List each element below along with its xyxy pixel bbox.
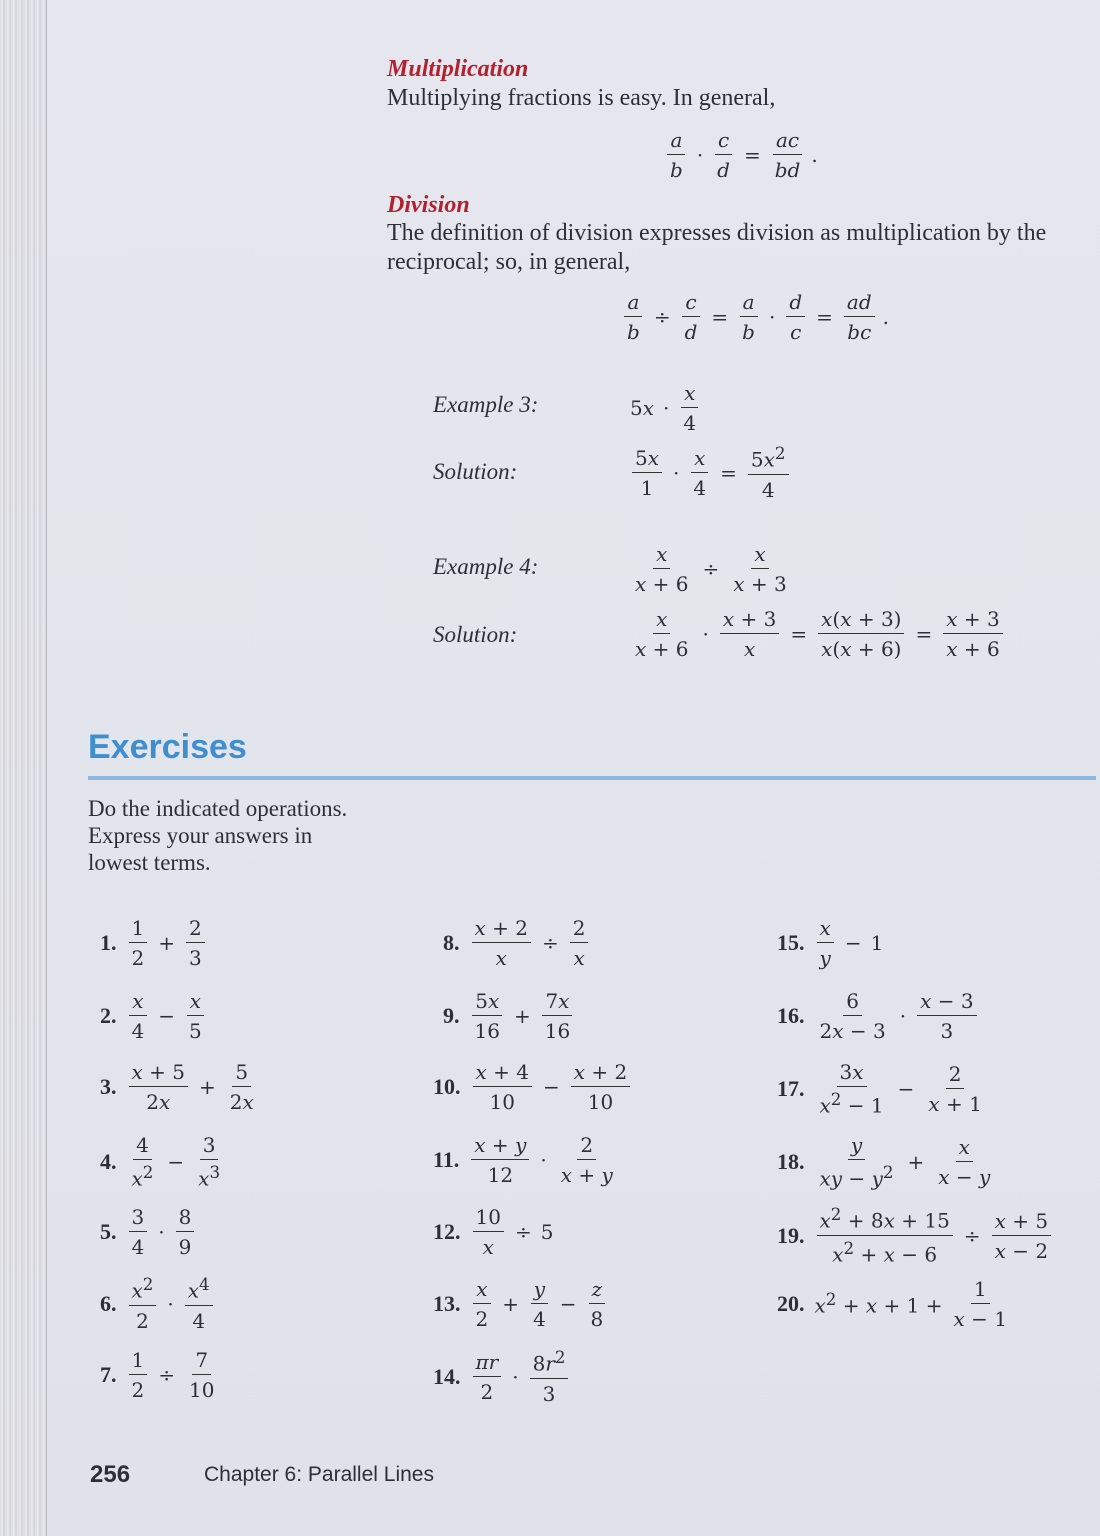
multiplication-text: Multiplying fractions is easy. In general, [387,85,776,111]
example4-expression: $\frac{x}{x + 6}$ ÷ $\frac{x}{x + 3}$ [635,542,787,596]
exercise-number: 9. [443,1003,460,1028]
exercise-number: 3. [100,1074,117,1099]
exercise-4: 4. $\frac{4}{x^2}$ − $\frac{3}{x^3}$ [100,1133,221,1191]
exercise-number: 7. [100,1362,117,1387]
instruction-line: lowest terms. [88,850,211,875]
example3-label: Example 3: [433,392,539,417]
exercise-15: 15. $\frac{x}{y}$ − 1 [777,916,884,970]
exercise-number: 19. [777,1222,805,1248]
exercise-9: 9. $\frac{5x}{16}$ + $\frac{7x}{16}$ [443,989,575,1043]
exercise-number: 8. [443,930,460,955]
exercises-instructions [88,795,347,876]
exercises-divider [88,776,1096,780]
exercise-1: 1. $\frac{1}{2}$ + $\frac{2}{3}$ [100,916,207,970]
exercise-16: 16. $\frac{6}{2x - 3}$ · $\frac{x - 3}{3}$ [777,989,979,1043]
exercise-number: 4. [100,1148,117,1174]
chapter-title: Chapter 6: Parallel Lines [204,1463,434,1486]
page-number: 256 [90,1461,131,1488]
exercise-2: 2. $\frac{x}{4}$ − $\frac{x}{5}$ [100,989,207,1043]
exercise-number: 10. [433,1074,461,1099]
division-text-line2: reciprocal; so, in general, [387,249,631,275]
book-binding-edge [0,0,47,1536]
example3-solution-label: Solution: [433,459,518,484]
exercise-18: 18. $\frac{y}{xy - y^2}$ + $\frac{x}{x - y}$ [777,1133,991,1191]
exercise-number: 12. [433,1219,461,1244]
example4-solution-label: Solution: [433,622,518,647]
exercise-number: 13. [433,1291,461,1316]
exercise-6: 6. $\frac{x^2}{2}$ · $\frac{x^4}{4}$ [100,1275,215,1333]
exercise-number: 5. [100,1219,117,1244]
example4-solution: $\frac{x}{x + 6}$ · $\frac{x + 3}{x}$ = $\frac{x(x + 3)}{x(x + 6)}$ = $\frac{x + 3}{x + 6}$ [630,607,1005,661]
exercise-19: 19. $\frac{x^2 + 8x + 15}{x^2 + x - 6}$ ÷ $\frac{x + 5}{x - 2}$ [777,1205,1053,1266]
exercise-11: 11. $\frac{x + y}{12}$ · $\frac{2}{x + y}$ [433,1133,613,1187]
exercise-8: 8. $\frac{x + 2}{x}$ ÷ $\frac{2}{x}$ [443,916,590,970]
exercise-12: 12. $\frac{10}{x}$ ÷ 5 [433,1205,554,1259]
example3-expression: 5x · $\frac{x}{4}$ [630,381,701,435]
multiplication-heading: Multiplication [387,56,529,82]
example4-label: Example 4: [433,554,539,579]
exercise-5: 5. $\frac{3}{4}$ · $\frac{8}{9}$ [100,1205,196,1259]
instruction-line: Do the indicated operations. [88,796,348,821]
exercise-number: 15. [777,930,805,955]
exercise-20: 20. $x^2 + x + 1$ + $\frac{1}{x - 1}$ [777,1277,1007,1331]
exercise-13: 13. $\frac{x}{2}$ + $\frac{y}{4}$ − $\frac{z}{8}$ [433,1277,604,1331]
exercise-17: 17. $\frac{3x}{x^2 - 1}$ − $\frac{2}{x + 1}$ [777,1060,982,1118]
exercise-7: 7. $\frac{1}{2}$ ÷ $\frac{7}{10}$ [100,1348,215,1402]
exercise-number: 16. [777,1003,805,1028]
exercise-number: 11. [433,1147,460,1172]
exercise-number: 20. [777,1291,805,1316]
exercise-10: 10. $\frac{x + 4}{10}$ − $\frac{x + 2}{10}$ [433,1060,632,1114]
exercise-number: 6. [100,1290,117,1316]
exercise-number: 2. [100,1003,117,1028]
exercise-14: 14. $\frac{\pi r}{2}$ · $\frac{8r^2}{3}$ [433,1348,570,1406]
exercise-number: 1. [100,930,117,955]
exercises-heading: Exercises [88,728,247,766]
division-formula: $\frac{a}{b}$ ÷ $\frac{c}{d}$ = $\frac{a}{b}$ · $\frac{d}{c}$ = $\frac{ad}{bc}$ . [622,290,889,344]
multiplication-formula: $\frac{a}{b}$ · $\frac{c}{d}$ = $\frac{ac}{bd}$ . [665,128,818,182]
exercise-number: 14. [433,1363,461,1389]
division-heading: Division [387,192,470,218]
instruction-line: Express your answers in [88,823,313,848]
division-text-line1: The definition of division expresses division as multiplication by the [387,220,1047,246]
example3-solution: $\frac{5x}{1}$ · $\frac{x}{4}$ = $\frac{5x^2}{4}$ [630,444,791,502]
exercise-3: 3. $\frac{x + 5}{2x}$ + $\frac{5}{2x}$ [100,1060,254,1114]
exercise-number: 18. [777,1148,805,1174]
exercise-number: 17. [777,1075,805,1101]
